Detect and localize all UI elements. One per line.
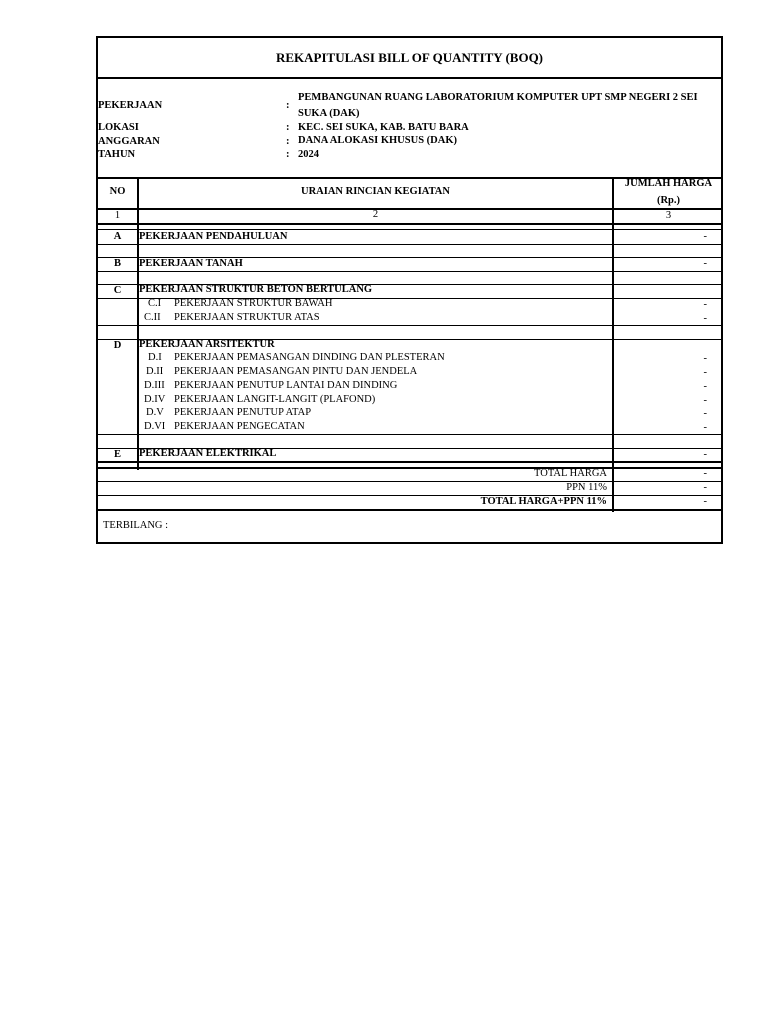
amount: - xyxy=(703,408,707,419)
grand-total-label: TOTAL HARGA+PPN 11% xyxy=(480,496,607,507)
ppn-value: - xyxy=(703,482,707,493)
header-jumlah-unit: (Rp.) xyxy=(656,195,681,206)
amount: - xyxy=(703,367,707,378)
tahun-value: 2024 xyxy=(298,149,319,160)
pekerjaan-value-line2: SUKA (DAK) xyxy=(298,108,360,119)
item-code: D.V xyxy=(146,407,164,418)
item-label: PEKERJAAN STRUKTUR ATAS xyxy=(174,312,320,323)
colon: : xyxy=(286,122,290,133)
item-label: PEKERJAAN PEMASANGAN DINDING DAN PLESTERAN xyxy=(174,352,445,363)
item-label: PEKERJAAN PENUTUP ATAP xyxy=(174,407,312,418)
grand-total-value: - xyxy=(703,496,707,507)
colon: : xyxy=(286,149,290,160)
row-line xyxy=(98,229,721,230)
section-label: PEKERJAAN TANAH xyxy=(139,258,243,269)
section-label: PEKERJAAN STRUKTUR BETON BERTULANG xyxy=(139,284,373,295)
header-no: NO xyxy=(109,186,126,197)
row-line xyxy=(98,467,721,469)
ppn-label: PPN 11% xyxy=(566,482,607,493)
item-label: PEKERJAAN PENUTUP LANTAI DAN DINDING xyxy=(174,380,398,391)
row-line xyxy=(98,461,721,463)
row-line xyxy=(98,509,721,511)
colon: : xyxy=(286,100,290,111)
row-line xyxy=(98,271,721,272)
lokasi-value: KEC. SEI SUKA, KAB. BATU BARA xyxy=(298,122,469,133)
tahun-label: TAHUN xyxy=(98,149,136,160)
amount: - xyxy=(703,299,707,310)
amount: - xyxy=(703,422,707,433)
item-code: D.I xyxy=(148,352,162,363)
col-number: 1 xyxy=(114,210,121,221)
row-line xyxy=(98,325,721,326)
divider xyxy=(98,223,721,225)
amount: - xyxy=(703,231,707,242)
colon: : xyxy=(286,136,290,147)
section-no: E xyxy=(113,449,121,460)
header-jumlah: JUMLAH HARGA xyxy=(624,178,713,189)
amount: - xyxy=(703,395,707,406)
item-label: PEKERJAAN LANGIT-LANGIT (PLAFOND) xyxy=(174,394,376,405)
boq-sheet xyxy=(96,36,723,544)
amount: - xyxy=(703,353,707,364)
pekerjaan-value-line1: PEMBANGUNAN RUANG LABORATORIUM KOMPUTER UPT SMP NEGERI 2 SEI xyxy=(298,92,698,103)
section-label: PEKERJAAN PENDAHULUAN xyxy=(139,231,288,242)
item-code: D.VI xyxy=(144,421,166,432)
total-label: TOTAL HARGA xyxy=(534,468,607,479)
amount: - xyxy=(703,313,707,324)
amount: - xyxy=(703,449,707,460)
section-no: C xyxy=(113,285,122,296)
item-code: C.II xyxy=(144,312,161,323)
amount: - xyxy=(703,258,707,269)
total-value: - xyxy=(703,468,707,479)
pekerjaan-label: PEKERJAAN xyxy=(98,100,163,111)
item-code: D.III xyxy=(144,380,165,391)
anggaran-value: DANA ALOKASI KHUSUS (DAK) xyxy=(298,135,457,146)
amount: - xyxy=(703,381,707,392)
header-uraian: URAIAN RINCIAN KEGIATAN xyxy=(301,186,450,197)
row-line xyxy=(98,434,721,435)
divider xyxy=(98,77,721,79)
section-label: PEKERJAAN ARSITEKTUR xyxy=(139,339,275,350)
section-no: B xyxy=(113,258,121,269)
item-label: PEKERJAAN STRUKTUR BAWAH xyxy=(174,298,333,309)
col-number: 2 xyxy=(372,209,379,220)
col-number: 3 xyxy=(665,210,672,221)
section-no: A xyxy=(113,231,122,242)
item-label: PEKERJAAN PEMASANGAN PINTU DAN JENDELA xyxy=(174,366,418,377)
section-label: PEKERJAAN ELEKTRIKAL xyxy=(139,448,277,459)
section-no: D xyxy=(113,340,122,351)
item-code: D.IV xyxy=(144,394,166,405)
row-line xyxy=(98,495,721,496)
item-label: PEKERJAAN PENGECATAN xyxy=(174,421,305,432)
item-code: D.II xyxy=(146,366,164,377)
row-line xyxy=(98,244,721,245)
row-line xyxy=(98,481,721,482)
lokasi-label: LOKASI xyxy=(98,122,139,133)
anggaran-label: ANGGARAN xyxy=(98,136,160,147)
item-code: C.I xyxy=(148,298,162,309)
page-title: REKAPITULASI BILL OF QUANTITY (BOQ) xyxy=(275,50,544,65)
terbilang-label: TERBILANG : xyxy=(103,520,169,531)
col-divider xyxy=(137,178,139,470)
